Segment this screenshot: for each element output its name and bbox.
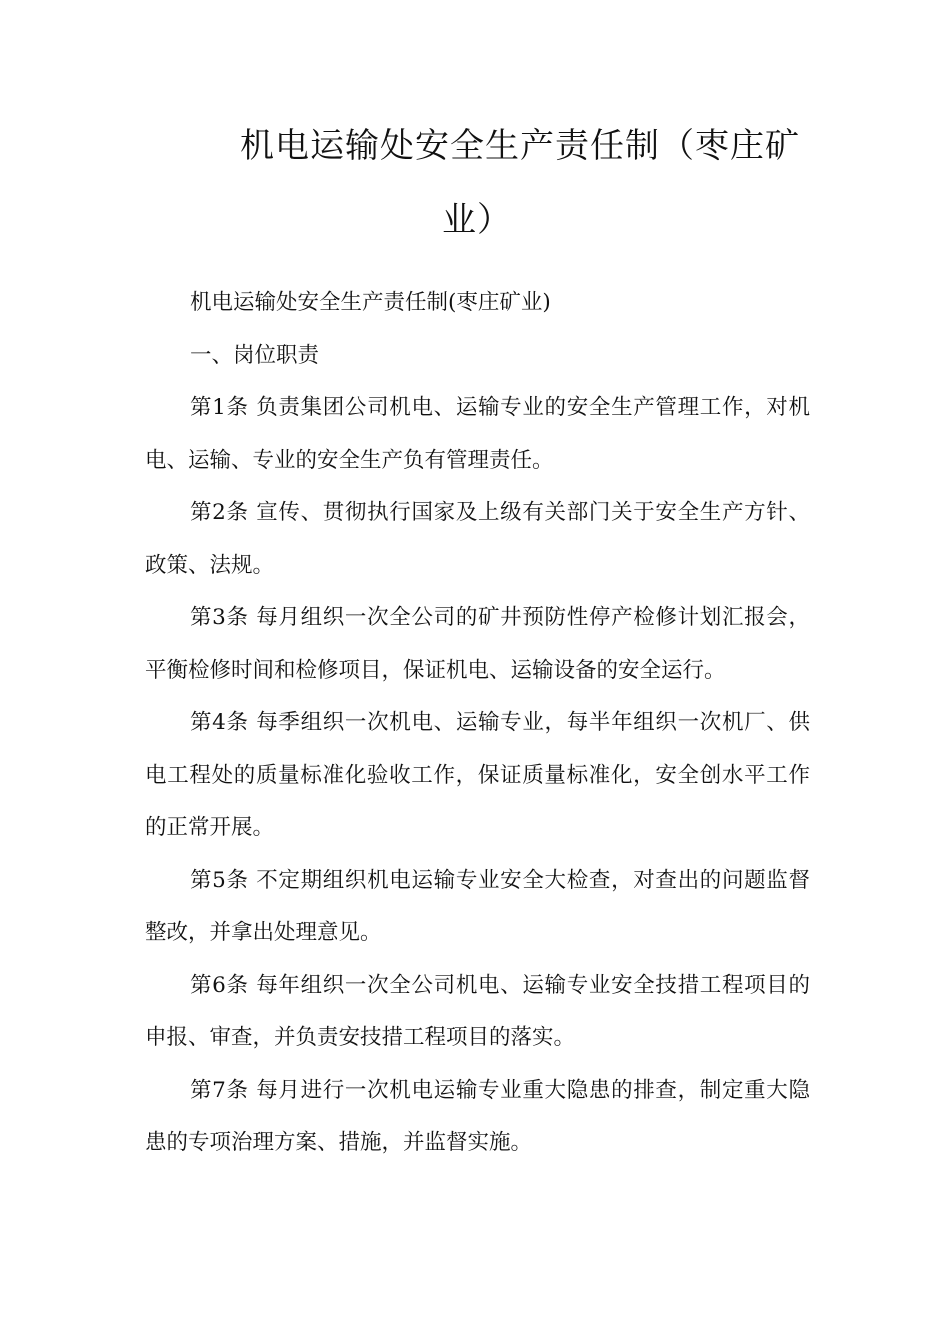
article-6: 第6条 每年组织一次全公司机电、运输专业安全技措工程项目的申报、审查，并负责安技措工程项目的落实。 xyxy=(145,972,810,1050)
paragraph-subtitle: 机电运输处安全生产责任制(枣庄矿业) xyxy=(190,290,551,315)
document-title-line-2: 业） xyxy=(442,200,512,240)
document-title-line-1: 机电运输处安全生产责任制（枣庄矿 xyxy=(240,126,800,166)
article-5: 第5条 不定期组织机电运输专业安全大检查，对查出的问题监督整改，并拿出处理意见。 xyxy=(145,867,810,945)
article-1: 第1条 负责集团公司机电、运输专业的安全生产管理工作，对机电、运输、专业的安全生产负有管理责任。 xyxy=(145,395,810,473)
article-7: 第7条 每月进行一次机电运输专业重大隐患的排查，制定重大隐患的专项治理方案、措施，并监督实施。 xyxy=(145,1077,810,1155)
article-3: 第3条 每月组织一次全公司的矿井预防性停产检修计划汇报会，平衡检修时间和检修项目，保证机电、运输设备的安全运行。 xyxy=(145,605,810,683)
article-2: 第2条 宣传、贯彻执行国家及上级有关部门关于安全生产方针、政策、法规。 xyxy=(145,500,810,578)
document-body xyxy=(145,277,810,1170)
article-4: 第4条 每季组织一次机电、运输专业，每半年组织一次机厂、供电工程处的质量标准化验收工作，保证质量标准化，安全创水平工作的正常开展。 xyxy=(145,710,810,840)
section-heading: 一、岗位职责 xyxy=(190,342,320,368)
